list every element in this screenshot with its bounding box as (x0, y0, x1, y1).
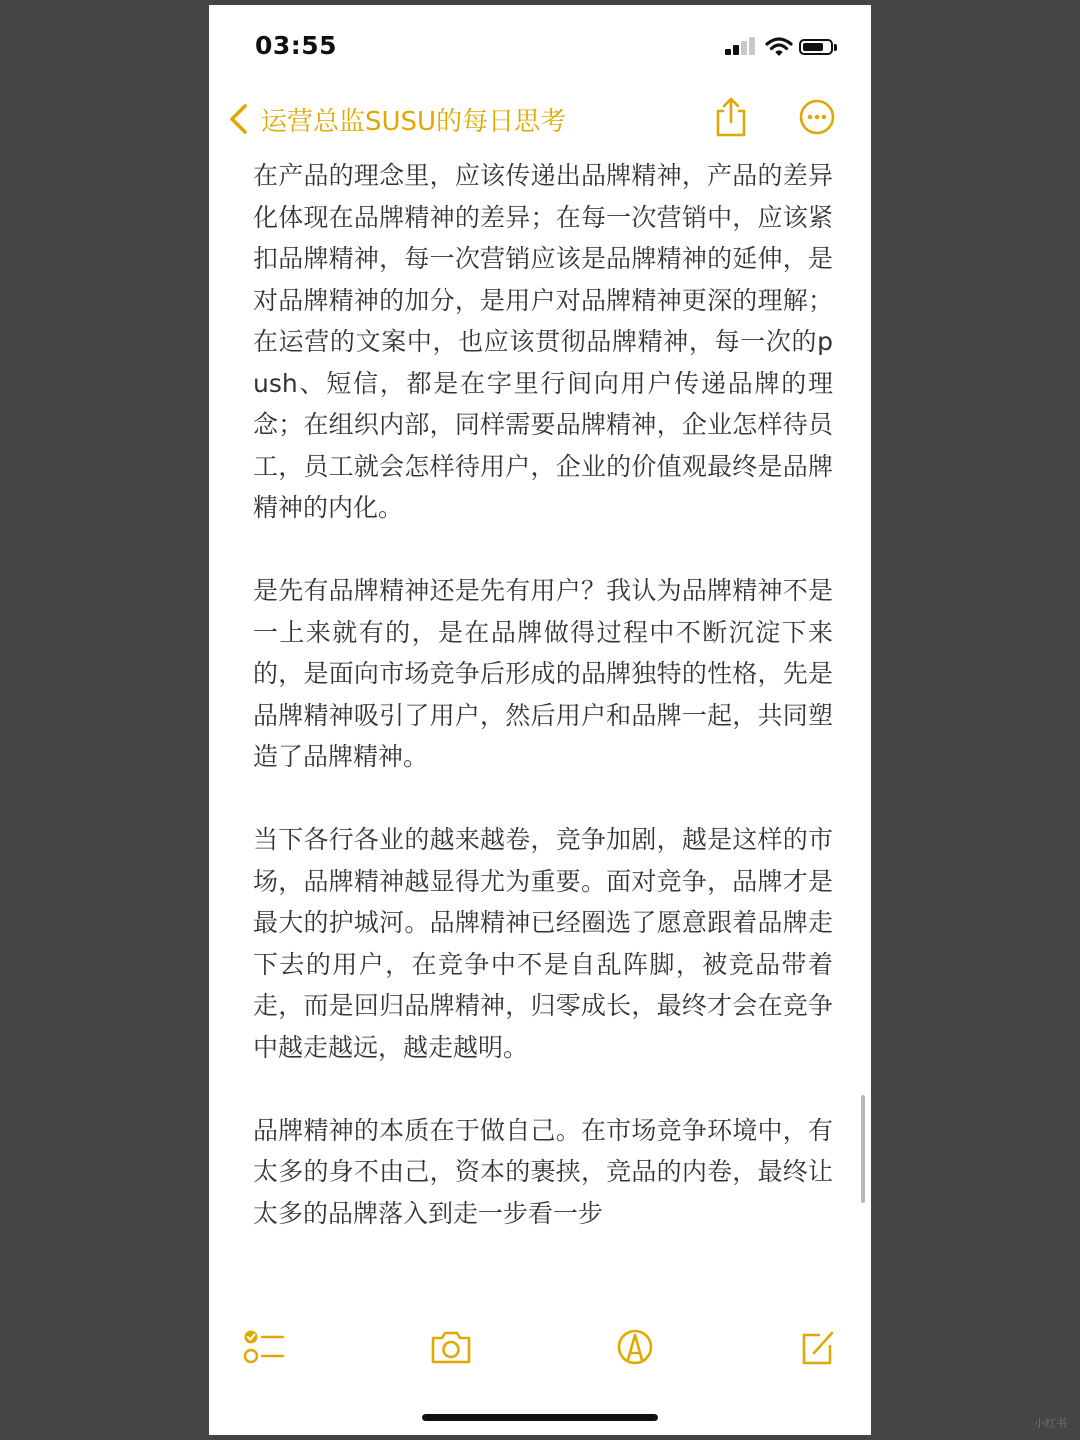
watermark: 小红书 (1034, 1417, 1067, 1430)
note-paragraph: 当下各行各业的越来越卷，竞争加剧，越是这样的市场，品牌精神越显得尤为重要。面对竞争，品牌才是最大的护城河。品牌精神已经圈选了愿意跟着品牌走下去的用户，在竞争中不是自乱阵脚，被竞品带着走，而是回归品牌精神，归零成长，最终才会在竞争中越走越远，越走越明。 (253, 825, 833, 1062)
checklist-button[interactable] (241, 1325, 287, 1369)
scrollbar[interactable] (861, 1095, 865, 1203)
note-paragraph: 在产品的理念里，应该传递出品牌精神，产品的差异化体现在品牌精神的差异；在每一次营销中，应该紧扣品牌精神，每一次营销应该是品牌精神的延伸，是对品牌精神的加分，是用户对品牌精神更深的理解；在运营的文案中，也应该贯彻品牌精神，每一次的push、短信，都是在字里行间向用户传递品牌的理念；在组织内部，同样需要品牌精神，企业怎样待员工，员工就会怎样待用户，企业的价值观最终是品牌精神的内化。 (253, 161, 833, 522)
note-paragraph: 品牌精神的本质在于做自己。在市场竞争环境中，有太多的身不由己，资本的裹挟，竞品的内卷，最终让太多的品牌落入到走一步看一步 (253, 1115, 833, 1228)
home-indicator[interactable] (422, 1414, 658, 1421)
compose-icon (794, 1325, 840, 1369)
share-icon (709, 95, 753, 139)
status-bar (209, 5, 871, 85)
wifi-icon (765, 36, 793, 58)
more-options-icon (795, 95, 839, 139)
back-button[interactable] (227, 97, 566, 141)
more-options-button[interactable] (795, 95, 839, 139)
camera-icon (428, 1325, 474, 1369)
phone-screen (209, 5, 871, 1435)
markup-button[interactable] (612, 1325, 658, 1369)
status-icons (725, 36, 845, 58)
markup-icon (612, 1325, 658, 1369)
cellular-signal-icon (725, 36, 761, 58)
note-paragraph: 是先有品牌精神还是先有用户？我认为品牌精神不是一上来就有的，是在品牌做得过程中不断沉淀下来的，是面向市场竞争后形成的品牌独特的性格，先是品牌精神吸引了用户，然后用户和品牌一起，共同塑造了品牌精神。 (253, 576, 833, 771)
note-body[interactable] (253, 155, 833, 1298)
status-time: 03:55 (255, 31, 338, 60)
checklist-icon (241, 1325, 287, 1369)
chevron-left-icon (227, 102, 251, 136)
camera-button[interactable] (428, 1325, 474, 1369)
bottom-toolbar (209, 1323, 871, 1371)
battery-icon (799, 39, 833, 55)
back-label: 运营总监SUSU的每日思考 (261, 106, 567, 137)
navigation-bar (209, 85, 871, 155)
battery-cap (834, 44, 837, 51)
compose-button[interactable] (794, 1325, 840, 1369)
share-button[interactable] (709, 95, 753, 139)
